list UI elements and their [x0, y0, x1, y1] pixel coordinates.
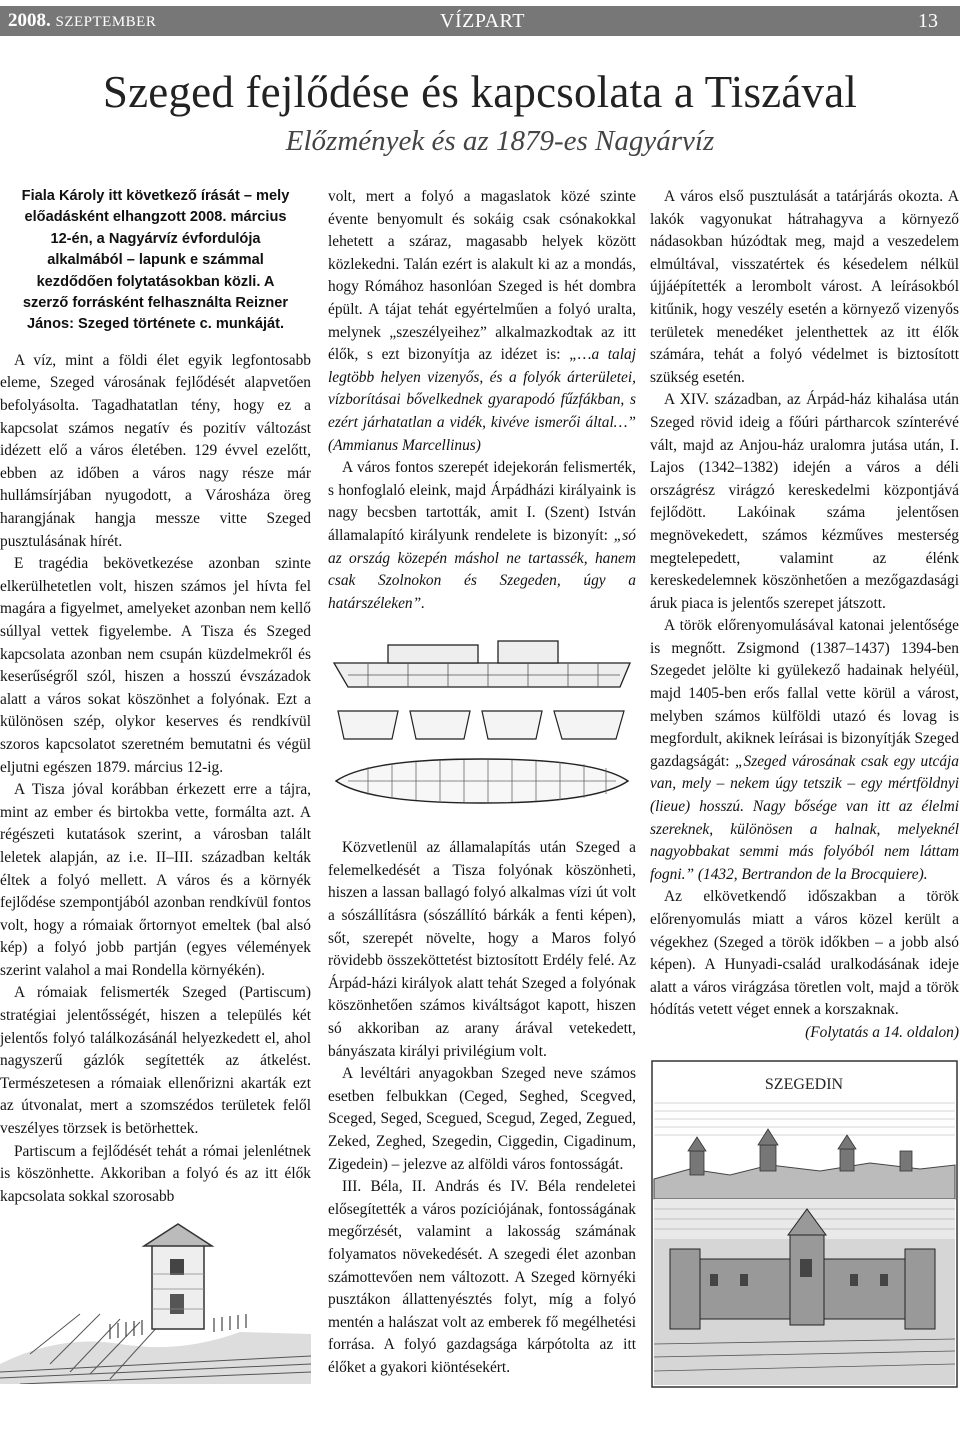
quote: „Szeged városának csak egy utcája van, mely – nekem úgy tetszik – egy mértföldnyi (lieue) hosszú. Nagy bősége van itt az élelmi szereknek, különösen a halnak, melyeknél nagyobbakat semmi más folyóból nem láttam fogni.” (1432, Bertrandon de la Brocquiere).: [650, 752, 959, 883]
paragraph: Partiscum a fejlődését tehát a római jelenlétnek is köszönhette. Akkoriban a folyó és az itt élők kapcsolata sokkal szorosabb: [0, 1142, 311, 1205]
paragraph: A XIV. században, az Árpád-ház kihalása után Szeged rövid ideig a főúri pártharcok színterévé vált, majd az Anjou-ház uralomra jutása után, I. Lajos (1342–1382) idején a város a déli országrész virágzó kereskedelmi központjává fejlődött. Lakóinak száma jelentősen megnövekedett, számos kézműves mesterség megtelepedett, valamint az élénk kereskedelemnek köszönhetően a mezőgazdasági áruk piaca is jelentős szerepet játszott.: [650, 391, 959, 612]
continued-note: (Folytatás a 14. oldalon): [805, 1023, 959, 1041]
engraving-caption: SZEGEDIN: [764, 1075, 844, 1093]
page-header: [0, 6, 960, 36]
paragraph: [650, 615, 959, 886]
column-1: [0, 186, 311, 1390]
issue-month: SZEPTEMBER: [55, 14, 157, 30]
salt-barge-plans-illustration: [328, 621, 636, 831]
paragraph: Az elkövetkendő időszakban a török előrenyomulás miatt a város közel került a végekhez (Szeged a török időkben – a jobb alsó képen). A Hunyadi-család uralkodásának ideje alatt a város virágzása töretlen volt, majd a török hódítás vetett véget ennek a korszaknak.: [650, 888, 959, 1019]
article-title: Szeged fejlődése és kapcsolata a Tiszával: [102, 67, 858, 117]
journal-name: VÍZPART: [440, 9, 525, 32]
paragraph: [328, 186, 636, 457]
paragraph-text: volt, mert a folyó a magaslatok közé szinte évente benyomult és sokáig csak csónakokkal lehetett a száraz, magasabb helyek között közlekedni. Talán ezért is alakult ki az a mondás, hogy Rómához hasonlóan Szeged is hét dombra épült. A tájat tehát egyértelműen a folyó uralta, melynek „szeszélyeihez” alkalmazkodtak az itt élők, s ezt bizonyítja az idézet is:: [328, 188, 636, 364]
paragraph: A rómaiak felismerték Szeged (Partiscum) stratégiai jelentősségét, hiszen a település két jelentős folyó találkozásánál helyezkedett el, ahol nagyszerű gázlók segítették az átkelést. Természetesen a rómaiak ellenőrizni akarták ezt az útvonalat, mert a szomszédos területek felől veszélyes törzsek is betörhettek.: [0, 984, 311, 1138]
article-subtitle: Előzmények és az 1879-es Nagyárvíz: [285, 125, 715, 157]
column-3: [650, 186, 959, 1395]
column-2: [328, 186, 636, 1380]
szeged-town-view-engraving: [650, 1059, 959, 1389]
paragraph: A Tisza jóval korábban érkezett erre a tájra, mint az ember és birtokba vette, formálta azt. A régészeti kutatások szerint, a városban talált leletek alapján, az i.e. II–III. században kelták éltek a folyó mellett. A város és a környék fejlődése szempontjából azonban rendkívül fontos volt, hogy a rómaiak őrtornyot emeltek (bal alsó kép) a folyó jobb partján (egyes vélemények szerint valahol a mai Rondella környékén).: [0, 781, 311, 979]
paragraph: A víz, mint a földi élet egyik legfontosabb eleme, Szeged városának fejlődését alapvetően befolyásolta. Tagadhatatlan tény, hogy ez a kapcsolat számos negatív és pozitív változást idézett elő a város életében. 129 évvel ezelőtt, ebben az időben a város nagy része már hullámsírjában nyugodott, a Városháza öreg harangjának hangja messze vitte Szeged pusztulásának hírét.: [0, 351, 311, 550]
paragraph-text: A török előrenyomulásával katonai jelentősége is megnőtt. Zsigmond (1387–1437) 1394-ben Szegedet jelölte ki gyülekező hadainak helyéül, majd 1405-ben erős fallal vette körül a várost, melyben számos külföldi utazó és lovag is megfordult, akiknek leírásai is bizonyítják Szeged gazdagságát:: [650, 617, 959, 770]
paragraph: [328, 457, 636, 615]
article-intro: Fiala Károly itt következő írását – mely előadásként elhangzott 2008. március 12-én, a Nagyárvíz évfordulója alkalmából – lapunk e számmal kezdődően folytatásokban közli. A szerző forrásként felhasználta Reizner János: Szeged története c. munkáját.: [21, 188, 290, 333]
roman-watchtower-illustration: [0, 1214, 311, 1384]
quote: „só az ország közepén máshol ne tartassék, hanem csak Szolnokon és Szegeden, úgy a határszéleken”.: [328, 526, 636, 612]
paragraph: E tragédia bekövetkezése azonban szinte elkerülhetetlen volt, hiszen számos jel hívta fel magára a figyelmet, amelyeket azonban nem kellő súllyal vettek figyelembe. A Tisza és Szeged kapcsolata azonban nem csupán küzdelmekről és keserűségről szól, hiszen a hosszú évszázadok alatt a város sokat köszönhet a folyónak. Ezt a különösen szép, olykor keserves és rendkívül szoros kapcsolatot szeretném bemutatni és végül eljutni egészen 1879. március 12-ig.: [0, 555, 311, 776]
issue-year: 2008.: [8, 10, 51, 31]
paragraph-text: A város fontos szerepét idejekorán felismerték, s honfoglaló eleink, majd Árpádházi királyaink is nagy becsben tartották, amit I. (Szent) István államalapító királyunk rendelete is bizonyít:: [328, 459, 636, 544]
paragraph: A város első pusztulását a tatárjárás okozta. A lakók vagyonukat hátrahagyva a környező nádasokban húzódtak meg, majd a veszedelem elmúltával, visszatértek és késedelem nélkül újjáépítették a lerombolt várost. A leírásokból kitűnik, hogy veszély esetén a környező vizenyős területek menedéket jelenthettek az itt élők számára, tehát a folyó védelmet is biztosított szükség esetén.: [650, 188, 959, 386]
paragraph: A levéltári anyagokban Szeged neve számos esetben felbukkan (Ceged, Seghed, Scegved, Sceged, Seged, Scegued, Scegud, Zeged, Zegued, Zeked, Zeghed, Szegedin, Ciggedin, Cigadinum, Zigedein) – jelezve az alföldi város fontosságát.: [328, 1065, 636, 1173]
page-number: 13: [918, 9, 938, 32]
issue-date: [8, 10, 156, 32]
quote: „…a talaj legtöbb helyen vizenyős, és a folyók árterületei, vízborításai bővelkednek gyarapodó fűzfákban, s ezért járhatatlan a vidék, kivéve ismerői által…” (Ammianus Marcellinus): [328, 346, 636, 454]
paragraph: III. Béla, II. András és IV. Béla rendeletei elősegítették a város pozíciójának, fontosságának megőrzését, valamint a lakosság számának folyamatos növekedését. A szegedi élet azonban számottevően nem változott. A Szeged környéki pusztákon állattenyésztés folyt, míg a folyó mentén a halászat volt az emberek fő megélhetési forrása. A folyó gazdagsága kárpótolta az itt élőket a gyakori kiöntésekért.: [328, 1178, 636, 1376]
paragraph: Közvetlenül az államalapítás után Szeged a felemelkedését a Tisza folyónak köszönheti, hiszen a lassan ballagó folyó alkalmas vízi út volt a sószállításra (sószállító bárkák a fenti képen), sőt, szerepét növelte, hogy a Maros folyó rövidebb összeköttetést biztosított Erdély felé. Az Árpád-házi királyok alatt tehát Szeged a folyónak köszönhetően számos kiváltságot kapott, hiszen só akkoriban az arany árával vetekedett, bányászata királyi privilégium volt.: [328, 839, 636, 1060]
